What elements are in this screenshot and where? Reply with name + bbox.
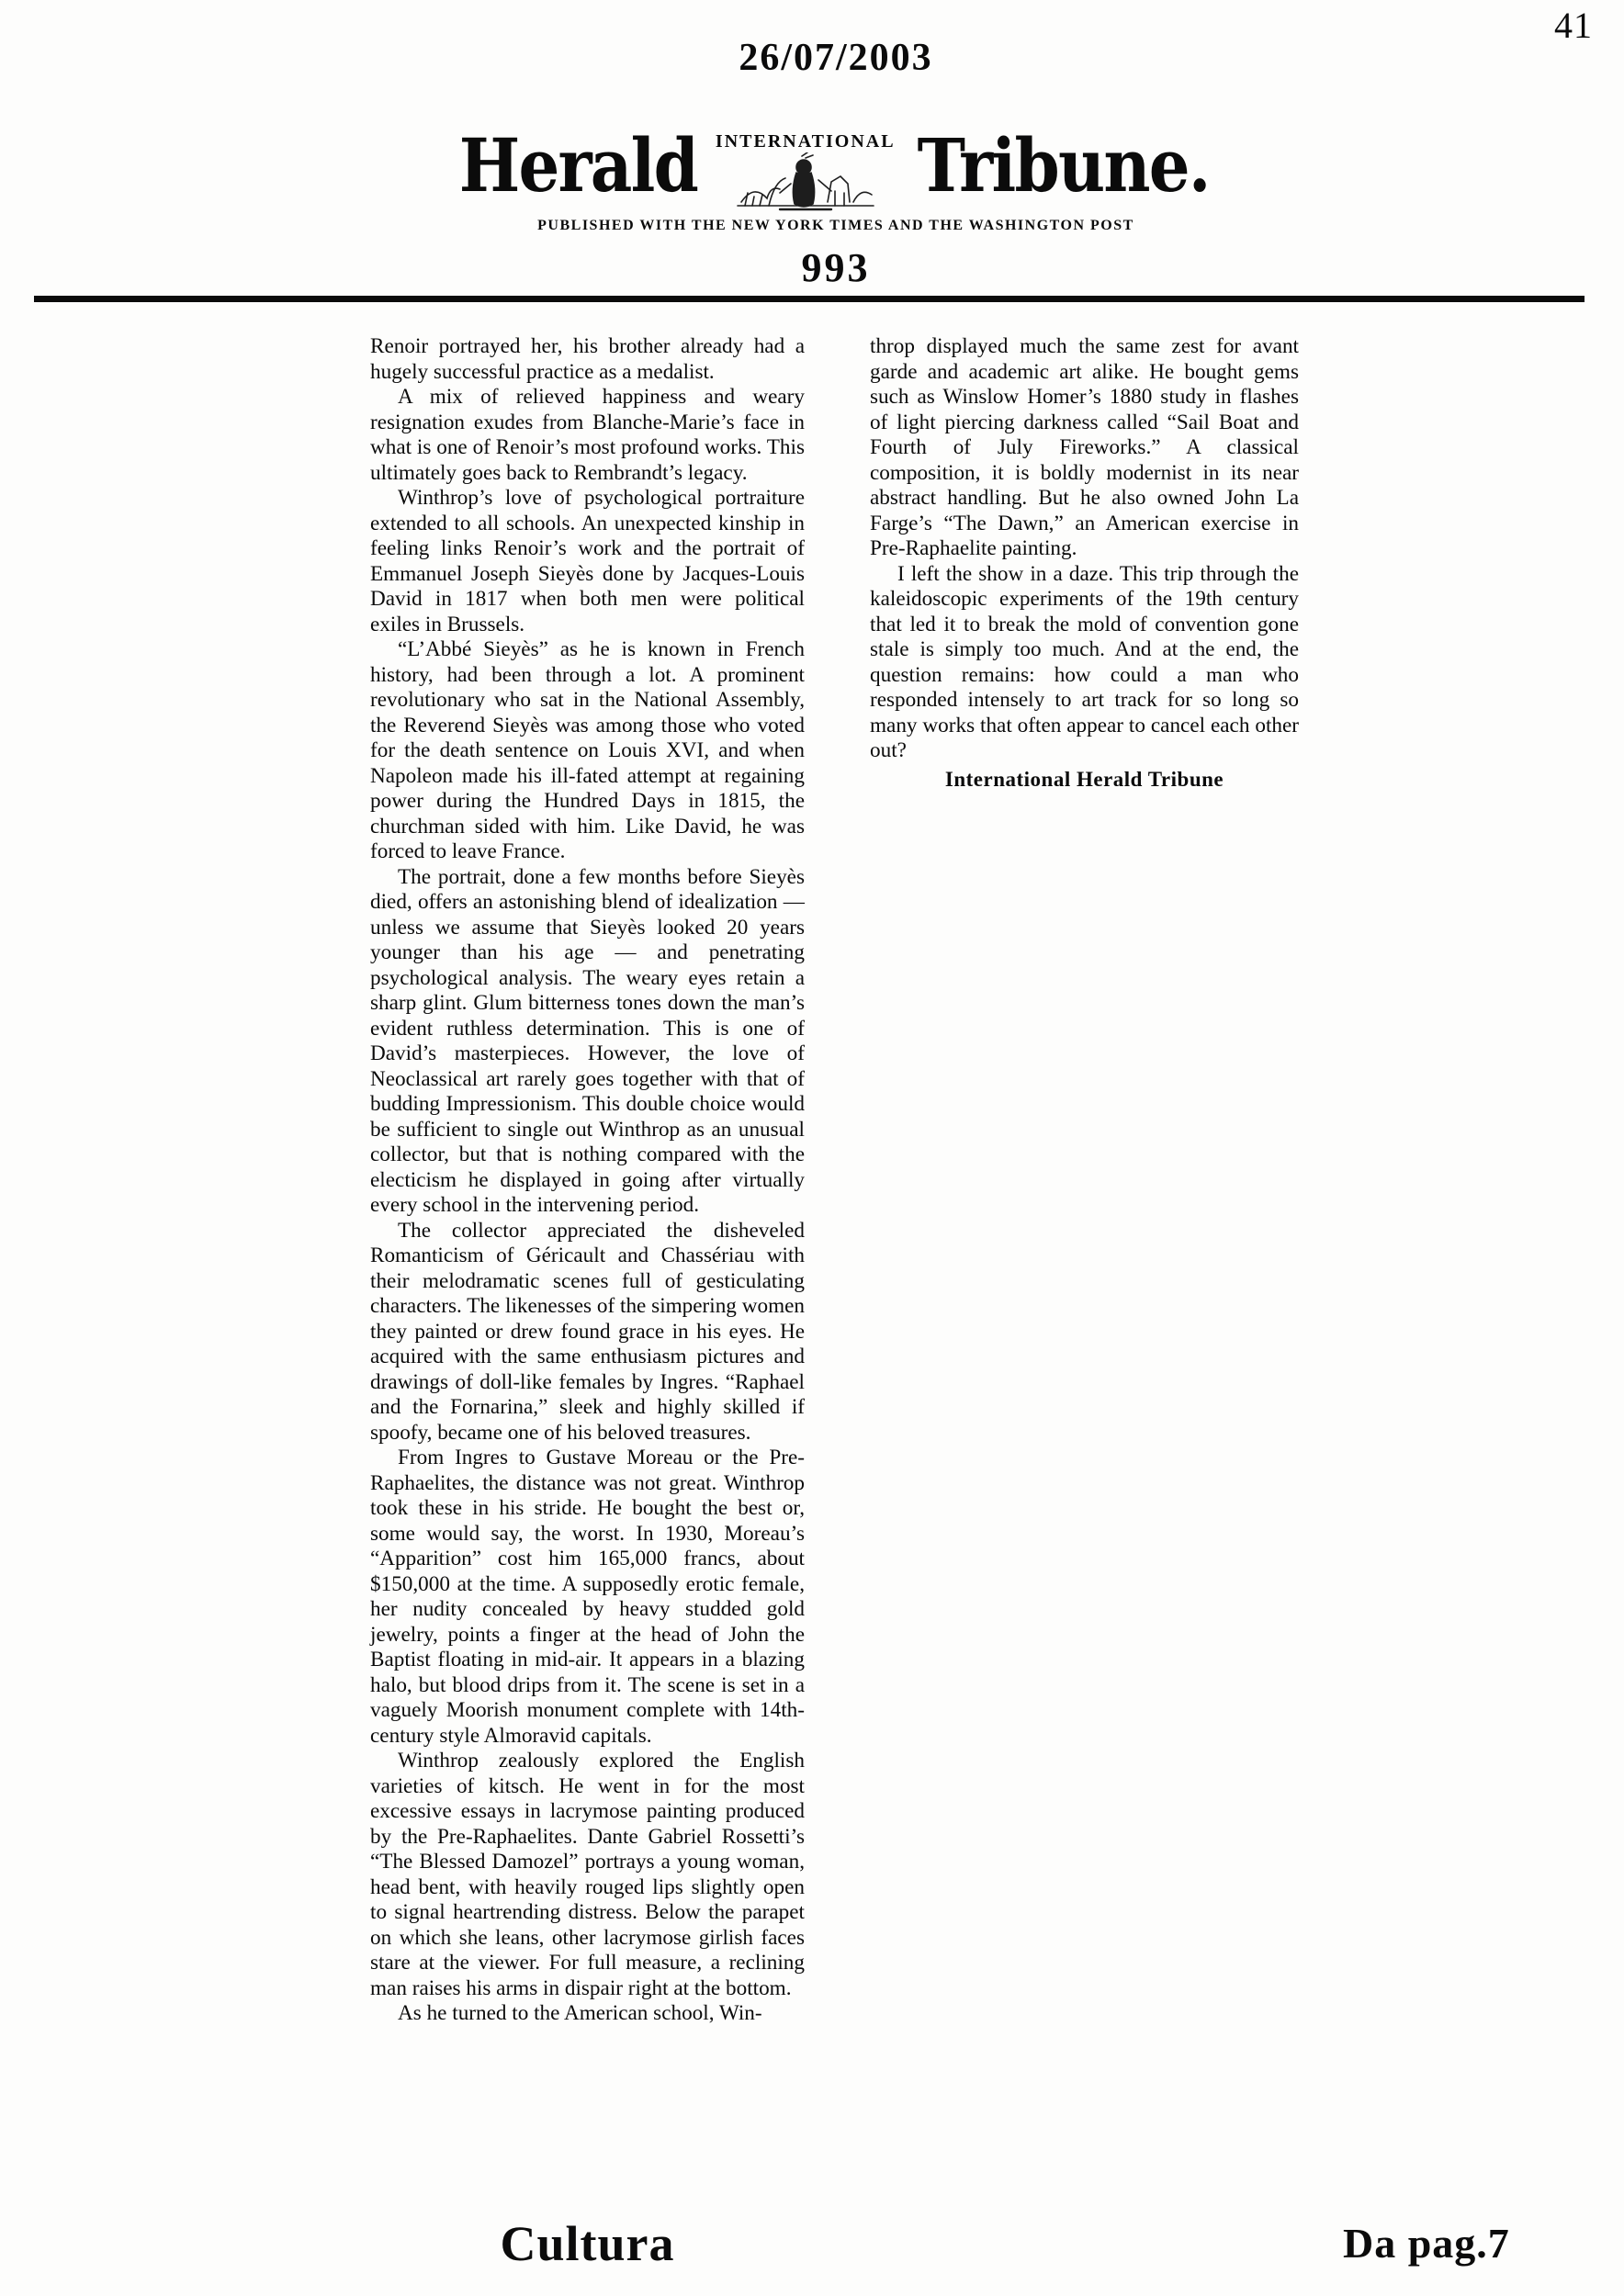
masthead	[24, 122, 1624, 209]
article-paragraph: A mix of relieved happiness and weary resignation exudes from Blanche-Marie’s face in what is one of Renoir’s most profound works. This ultimately goes back to Rembrandt’s legacy.	[370, 385, 805, 485]
article-paragraph: The collector appreciated the disheveled Romanticism of Géricault and Chassériau with their melodramatic scenes full of gesticulating characters. The likenesses of the simpering women they painted or drew found grace in his eyes. He acquired with the same enthusiasm pictures and drawings of doll-like females by Ingres. “Raphael and the Fornarina,” sleek and highly skilled if spoofy, became one of his beloved treasures.	[370, 1218, 805, 1445]
masthead-center	[716, 132, 896, 217]
article-paragraph: From Ingres to Gustave Moreau or the Pre-Raphaelites, the distance was not great. Winthrop took these in his stride. He bought the best or, some would say, the worst. In 1930, Moreau’s “Apparition” cost him 165,000 francs, about $150,000 at the time. A supposedly erotic female, her nudity concealed by heavy studded gold jewelry, points a finger at the head of John the Baptist floating in mid-air. It appears in a blazing halo, but blood drips from it. The scene is set in a vaguely Moorish monument complete with 14th-century style Almoravid capitals.	[370, 1446, 805, 1748]
article-paragraph: As he turned to the American school, Win-	[398, 2001, 762, 2025]
edition-number: 993	[801, 245, 871, 290]
section-label: Cultura	[500, 2216, 675, 2271]
masthead-herald: Herald	[458, 122, 698, 209]
byline: International Herald Tribune	[944, 767, 1224, 791]
header-divider-rule	[34, 296, 1585, 302]
article-paragraph: Winthrop’s love of psychological portraiture extended to all schools. An unexpected kinship in feeling links Renoir’s work and the portrait of Emmanuel Joseph Sieyès done by Jacques-Louis David in 1817 when both men were political exiles in Brussels.	[370, 486, 805, 636]
masthead-block	[24, 0, 1624, 288]
masthead-international: INTERNATIONAL	[715, 131, 896, 152]
page-number: 41	[1554, 5, 1593, 46]
article-paragraph: The portrait, done a few months before Sieyès died, offers an astonishing blend of idealization — unless we assume that Sieyès looked 20 years younger than his age — and penetrating psychological analysis. The weary eyes retain a sharp glint. Glum bitterness tones down the man’s evident ruthless determination. This is one of David’s masterpieces. However, the love of Neoclassical art rarely goes together with that of budding Impressionism. This double choice would be sufficient to single out Winthrop as an unusual collector, but that is nothing compared with the electicism he displayed in going after virtually every school in the intervening period.	[370, 864, 805, 1217]
clipping-date: 26/07/2003	[739, 37, 933, 79]
masthead-emblem-illustration	[732, 152, 879, 217]
masthead-tribune: Tribune.	[917, 122, 1210, 209]
article-paragraph: Renoir portrayed her, his brother already had a hugely successful practice as a medalist.	[370, 334, 805, 384]
masthead-tagline: PUBLISHED WITH THE NEW YORK TIMES AND THE WASHINGTON POST	[537, 218, 1134, 233]
article-column-left	[370, 334, 805, 2027]
article-paragraph: “L’Abbé Sieyès” as he is known in French history, had been through a lot. A prominent revolutionary who sat in the National Assembly, the Reverend Sieyès was among those who voted for the death sentence on Louis XVI, and when Napoleon made his ill-fated attempt at regaining power during the Hundred Days in 1815, the churchman sided with him. Like David, he was forced to leave France.	[370, 637, 805, 863]
article-paragraph: I left the show in a daze. This trip through the kaleidoscopic experiments of the 19th century that led it to break the mold of convention gone stale is simply too much. And at the end, the question remains: how could a man who responded intensely to art track for so long so many works that often appear to cancel each other out?	[870, 561, 1299, 762]
article-column-right	[870, 334, 1299, 792]
article-paragraph: Winthrop zealously explored the English varieties of kitsch. He went in for the most excessive essays in lacrymose painting produced by the Pre-Raphaelites. Dante Gabriel Rossetti’s “The Blessed Damozel” portrays a young woman, head bent, with heavily rouged lips slightly open to signal heartrending distress. Below the parapet on which she leans, other lacrymose girlish faces stare at the viewer. For full measure, a reclining man raises his arms in dispair right at the bottom.	[370, 1749, 805, 2000]
article-paragraph: throp displayed much the same zest for avant garde and academic art alike. He bought gems such as Winslow Homer’s 1880 study in flashes of light piercing darkness called “Sail Boat and Fourth of July Fireworks.” A classical composition, it is boldly modernist in its near abstract handling. But he also owned John La Farge’s “The Dawn,” an American exercise in Pre-Raphaelite painting.	[870, 334, 1299, 560]
from-page-label: Da pag.7	[1343, 2220, 1510, 2267]
